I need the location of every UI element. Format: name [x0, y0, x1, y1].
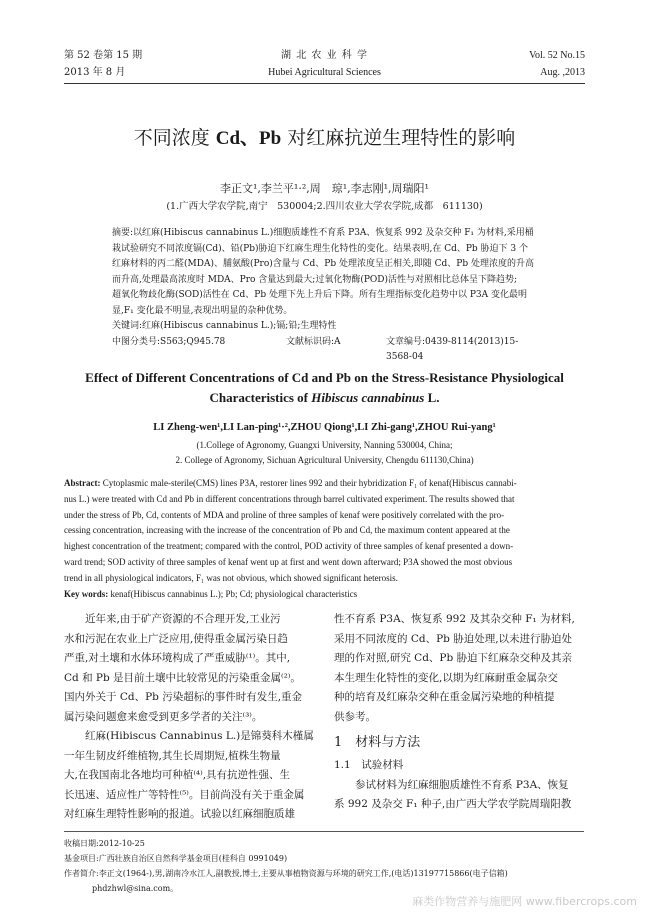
keywords-en: Key words: kenaf(Hibiscus cannabinus L.); Pb; Cd; physiological characteristics: [64, 588, 358, 599]
section-heading-1-1: 1.1 试验材料: [334, 759, 404, 771]
footnotes: 收稿日期:2012-10-25 基金项目:广西壮族自治区自然科学基金项目(桂科自 0991049) 作者简介:李正文(1964-),男,湖南冷水江人,副教授,博士,主要从事植物资源与环境的研究工作,(电话)13197715866(电子信箱) phdzhwl@sina.com。: [64, 839, 508, 893]
document-code: 文献标识码:A: [286, 336, 341, 347]
clc-number: 中图分类号:S563;Q945.78: [112, 336, 226, 347]
article-number: 文章编号:0439-8114(2013)15-3568-04: [386, 336, 519, 362]
affiliation-en-2: 2. College of Agronomy, Sichuan Agricultural University, Chengdu 611130,China): [175, 455, 474, 465]
authors-cn: 李正文¹,李兰平¹·²,周 琼¹,李志刚¹,周瑞阳¹: [220, 182, 429, 195]
header-vol-cn: 第 52 卷第 15 期: [64, 50, 143, 61]
authors-en: LI Zheng-wen¹,LI Lan-ping¹·²,ZHOU Qiong¹,LI Zhi-gang¹,ZHOU Rui-yang¹: [153, 422, 496, 433]
affiliation-cn: (1.广西大学农学院,南宁 530004;2.四川农业大学农学院,成都 611130): [166, 201, 483, 212]
abstract-cn: 摘要:以红麻(Hibiscus cannabinus L.)细胞质雄性不育系 P3A、恢复系 992 及杂交种 F₁ 为材料,采用桶 栽试验研究不同浓度镉(Cd)、铅(Pb)胁迫下红麻生理生化特性的变化。结果表明,在 Cd、Pb 胁迫下 3 个 红麻材料的丙二醛(MDA)、脯氨酸(Pro)含量与 Cd、Pb 处理浓度呈正相关,即随 Cd、Pb 处理浓度的升高 而升高,处理最高浓度时 MDA、Pro 含量达到最大;过氧化物酶(POD)活性与对照相比总体呈下降趋势; 超氧化物歧化酶(SOD)活性在 Cd、Pb 处理下先上升后下降。所有生理指标变化趋势中以 P3A 变化最明 显,F₁ 变化最不明显,表现出明显的杂种优势。 关键词:红麻(Hibiscus cannabinus L.);镉;铅;生理特性 中图分类号:S563;Q945.78 文献标识码:A 文章编号:0439-8114(2013)15-3568-04: [112, 226, 542, 350]
body-right-column: 性不育系 P3A、恢复系 992 及其杂交种 F₁ 为材料, 采用不同浓度的 Cd、Pb 胁迫处理,以未进行胁迫处 理的作对照,研究 Cd、Pb 胁迫下红麻杂交种及其亲 本生理生化特性的变化,以期为红麻耐重金属杂交 种的培育及红麻杂交种在重金属污染地的种植提 供参考。 1 材料与方法 1.1 试验材料 参试材料为红麻细胞质雄性不育系 P3A、恢复 系 992 及杂交 F₁ 种子,由广西大学农学院周瑞阳教: [334, 610, 586, 815]
abstract-en: Abstract: Cytoplasmic male-sterile(CMS) lines P3A, restorer lines 992 and their hybridization F₁ of kenaf(Hibiscus cannabi- nus L.) were treated with Cd and Pb in different concentrations through barrel cultivated experiment. The results showed that under the stress of Pb, Cd, contents of MDA and proline of three samples of kenaf were positively correlated with the pro- cessing concentration, increasing with the increase of the concentration of Pb and Cd, the maximum content appeared at the highest concentration of the treatment; compared with the control, POD activity of three samples of kenaf presented a down- ward trend; SOD activity of three samples of kenaf went up at first and went down afterward; P3A showed the most obvious trend in all physiological indicators, F₁ was not obvious, which showed significant heterosis. Key words: kenaf(Hibiscus cannabinus L.); Pb; Cd; physiological characteristics: [64, 476, 585, 602]
header-date-en: Aug. ,2013: [540, 67, 585, 78]
section-heading-1: 1 材料与方法: [334, 735, 421, 750]
footnote-rule: [64, 831, 584, 832]
header-vol-en: Vol. 52 No.15: [529, 50, 585, 61]
keywords-cn: 关键词:红麻(Hibiscus cannabinus L.);镉;铅;生理特性: [112, 321, 337, 331]
header-rule: [64, 83, 585, 84]
watermark: 麻类作物营养与施肥网 www.fibercrops.com: [412, 895, 637, 908]
classification-row: [112, 335, 542, 362]
header-date-cn: 2013 年 8 月: [64, 67, 126, 78]
body-left-column: 近年来,由于矿产资源的不合理开发,工业污 水和污泥在农业上广泛应用,使得重金属污染日趋 严重,对土壤和水体环境构成了严重威胁⁽¹⁾。其中, Cd 和 Pb 是目前土壤中比较常见的污染重金属⁽²⁾。 国内外关于 Cd、Pb 污染超标的事件时有发生,重金 属污染问题愈来愈受到更多学者的关注⁽³⁾。 红麻(Hibiscus Cannabinus L.)是锦葵科木槿属 一年生韧皮纤维植物,其生长周期短,植株生物量 大,在我国南北各地均可种植⁽⁴⁾,具有抗逆性强、生 长迅速、适应性广等特性⁽⁵⁾。目前尚没有关于重金属 对红麻生理特性影响的报道。试验以红麻细胞质雄: [64, 613, 314, 820]
title-en: Effect of Different Concentrations of Cd and Pb on the Stress-Resistance Physiological Characteristics of Hibiscus cannabinus L.: [85, 370, 564, 405]
title-cn: 不同浓度 Cd、Pb 对红麻抗逆生理特性的影响: [133, 127, 516, 149]
affiliation-en-1: (1.College of Agronomy, Guangxi University, Nanning 530004, China;: [196, 440, 453, 450]
header-journal-en: Hubei Agricultural Sciences: [268, 67, 381, 78]
header-journal-cn: 湖 北 农 业 科 学: [281, 50, 368, 61]
